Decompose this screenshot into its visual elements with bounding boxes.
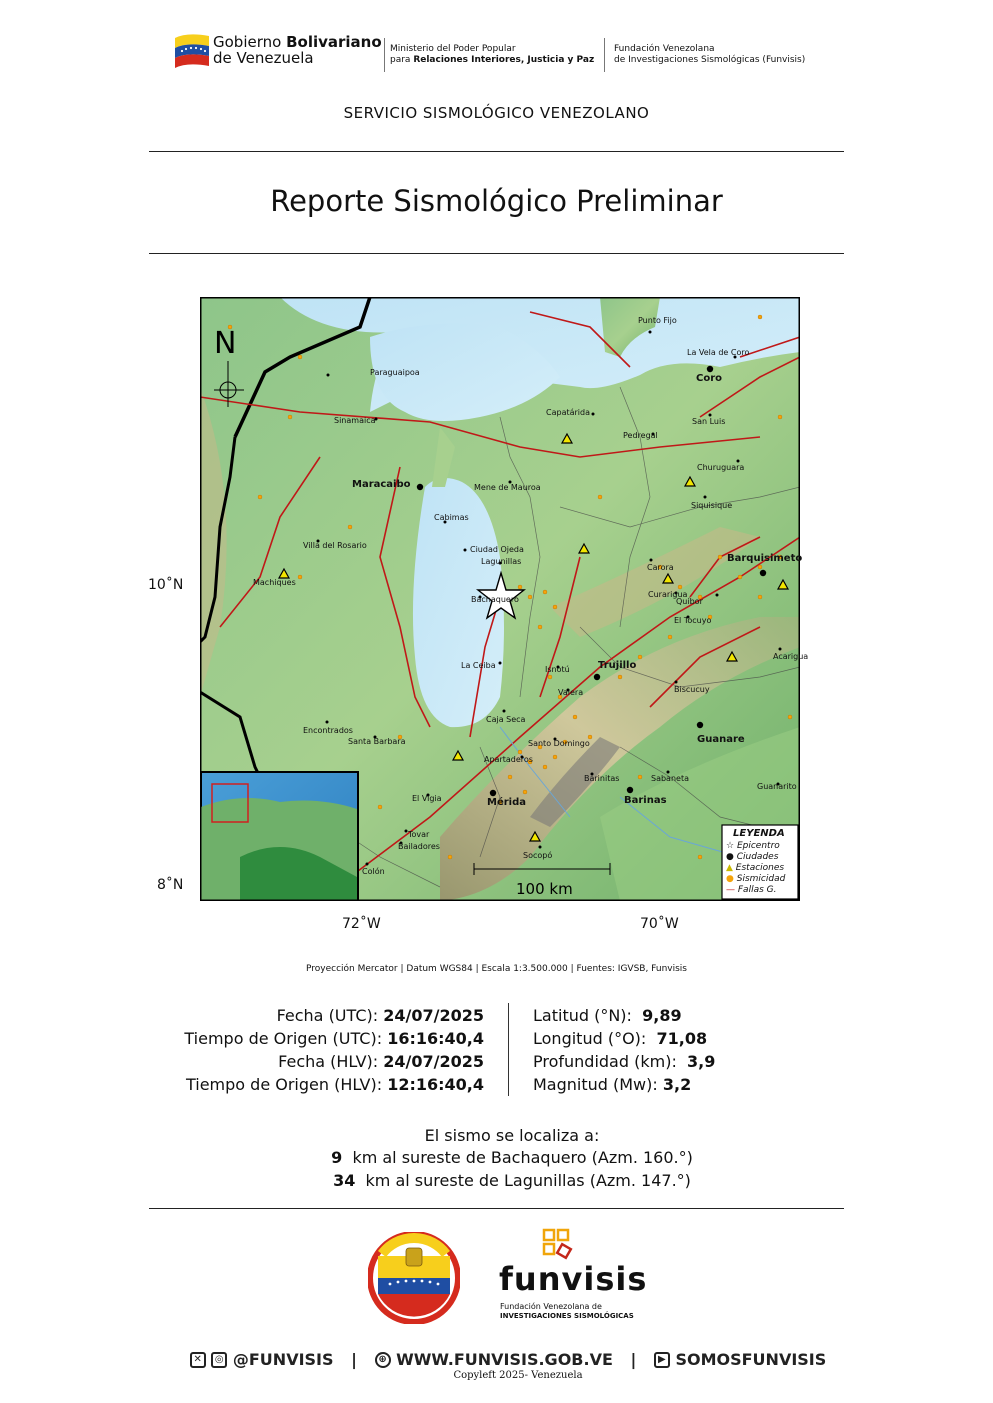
service-name: SERVICIO SISMOLÓGICO VENEZOLANO	[343, 104, 650, 122]
legend	[726, 841, 798, 896]
city-label: San Luis	[692, 417, 726, 426]
city-label: La Vela de Coro	[687, 348, 750, 357]
city-label: Pedregal	[623, 431, 658, 440]
legend-item-stations: ▲ Estaciones	[726, 863, 785, 873]
city-label: Curarigua	[648, 590, 688, 599]
venezuela-flag-icon	[173, 32, 211, 68]
lon-label-72w: 72˚W	[342, 916, 381, 932]
city-label: El Vigia	[412, 794, 442, 803]
hlv-origin-time: Tiempo de Origen (HLV): 12:16:40,4	[185, 1075, 484, 1094]
city-label-major: Maracaibo	[352, 479, 411, 490]
city-label: Villa del Rosario	[303, 541, 367, 550]
city-label: Siquisique	[691, 501, 733, 510]
city-label: Paraguaipoa	[370, 368, 420, 377]
location-line: 34 km al sureste de Lagunillas (Azm. 147.°)	[333, 1171, 691, 1190]
x-icon[interactable]: ✕	[190, 1352, 206, 1368]
city-label: Bailadores	[398, 842, 440, 851]
city-label-major: Coro	[696, 373, 723, 384]
gov-name-line2: de Venezuela	[213, 49, 314, 67]
city-label: Bachaquero	[471, 595, 519, 604]
divider	[149, 1208, 844, 1209]
city-label: Tovar	[408, 830, 430, 839]
city-label: Santo Domingo	[528, 739, 590, 748]
globe-icon: ⊕	[375, 1352, 391, 1368]
instagram-icon[interactable]: ◎	[211, 1352, 227, 1368]
city-label: Quíbor	[676, 597, 703, 606]
triangle-icon: ▲	[726, 863, 733, 873]
city-label: Isnotú	[545, 665, 570, 674]
scale-label: 100 km	[516, 880, 573, 898]
page-title: Reporte Sismológico Preliminar	[270, 184, 723, 218]
funvisis-header-name: Fundación Venezolana de Investigaciones Sismológicas (Funvisis)	[614, 44, 806, 65]
lat-label-8n: 8˚N	[157, 877, 184, 893]
city-label: Punto Fijo	[638, 316, 677, 325]
circle-icon: ●	[726, 874, 734, 884]
city-label-major: Trujillo	[598, 660, 637, 671]
latitude: Latitud (°N): 9,89	[533, 1006, 682, 1025]
star-icon: ☆	[726, 841, 735, 851]
city-label: Ciudad Ojeda	[470, 545, 524, 554]
utc-date: Fecha (UTC): 24/07/2025	[276, 1006, 484, 1025]
legend-item-cities: ● Ciudades	[726, 852, 779, 862]
city-label: Carora	[647, 563, 674, 572]
gov-name-part2: Bolivariano	[286, 33, 382, 51]
youtube-channel[interactable]: SOMOSFUNVISIS	[675, 1350, 827, 1369]
city-label-major: Barquisimeto	[727, 553, 803, 564]
city-label-major: Mérida	[487, 797, 526, 808]
separator: |	[630, 1350, 637, 1369]
city-label: Sabaneta	[651, 774, 689, 783]
ministry-seal-logo	[368, 1232, 460, 1324]
legend-item-epicenter: ☆ Epicentro	[726, 841, 780, 851]
map-caption: Proyección Mercator | Datum WGS84 | Escala 1:3.500.000 | Fuentes: IGVSB, Funvisis	[306, 964, 687, 974]
copyleft: Copyleft 2025- Venezuela	[453, 1370, 583, 1381]
seismic-map	[200, 297, 809, 901]
city-label: Santa Barbara	[348, 737, 406, 746]
city-label: Capatárida	[546, 408, 590, 417]
divider	[149, 151, 844, 152]
city-label-major: Barinas	[624, 795, 667, 806]
funvisis-subtitle-1: Fundación Venezolana de	[500, 1302, 602, 1311]
city-label: Lagunillas	[481, 557, 522, 566]
dot-icon: ●	[726, 852, 734, 862]
legend-item-faults: — Fallas G.	[726, 885, 777, 895]
magnitude: Magnitud (Mw): 3,2	[533, 1075, 692, 1094]
youtube-icon[interactable]: ▶	[654, 1352, 670, 1368]
header-divider	[384, 38, 385, 72]
city-label: Apartaderos	[484, 755, 533, 764]
city-label: Machiques	[253, 578, 296, 587]
city-label: Valera	[558, 688, 584, 697]
utc-origin-time: Tiempo de Origen (UTC): 16:16:40,4	[184, 1029, 484, 1048]
city-label: La Ceiba	[461, 661, 496, 670]
city-label: Cabimas	[434, 513, 469, 522]
city-label: El Tocuyo	[674, 616, 712, 625]
gov-name-part1: Gobierno	[213, 33, 287, 51]
data-divider	[508, 1003, 509, 1096]
funvisis-logo	[497, 1228, 648, 1324]
social-handle[interactable]: @FUNVISIS	[232, 1350, 334, 1369]
gobierno-bolivariano-logo	[173, 28, 393, 72]
lon-label-70w: 70˚W	[640, 916, 679, 932]
separator: |	[351, 1350, 357, 1369]
city-label: Mene de Mauroa	[474, 483, 541, 492]
city-label: Colón	[362, 867, 385, 876]
city-label: Churuguara	[697, 463, 745, 472]
legend-title: LEYENDA	[733, 828, 785, 839]
header-divider	[604, 38, 605, 72]
city-label: Sinamaica	[334, 416, 376, 425]
north-label: N	[214, 326, 237, 361]
city-label: Socopó	[523, 851, 553, 860]
inset-map	[201, 772, 358, 900]
city-label: Encontrados	[303, 726, 353, 735]
lat-label-10n: 10˚N	[148, 577, 184, 593]
hlv-date: Fecha (HLV): 24/07/2025	[278, 1052, 484, 1071]
city-label: Caja Seca	[486, 715, 526, 724]
location-line: 9 km al sureste de Bachaquero (Azm. 160.°)	[331, 1148, 693, 1167]
city-label: Biscucuy	[674, 685, 710, 694]
city-label: Barinitas	[584, 774, 620, 783]
divider	[149, 253, 844, 254]
social-links	[0, 1349, 993, 1369]
city-label: Acarigua	[773, 652, 809, 661]
legend-item-seismicity: ● Sismicidad	[726, 874, 786, 884]
location-intro: El sismo se localiza a:	[424, 1126, 600, 1145]
longitude: Longitud (°O): 71,08	[533, 1029, 708, 1048]
funvisis-wordmark: funvisis	[499, 1260, 648, 1298]
city-label-major: Guanare	[697, 734, 745, 745]
line-icon: —	[726, 885, 735, 895]
depth: Profundidad (km): 3,9	[533, 1052, 716, 1071]
city-label: Guanarito	[757, 782, 797, 791]
funvisis-subtitle-2: INVESTIGACIONES SISMOLÓGICAS	[500, 1312, 634, 1320]
ministry-name: Ministerio del Poder Popular para Relaciones Interiores, Justicia y Paz	[390, 44, 595, 65]
website-link[interactable]: WWW.FUNVISIS.GOB.VE	[396, 1350, 613, 1369]
